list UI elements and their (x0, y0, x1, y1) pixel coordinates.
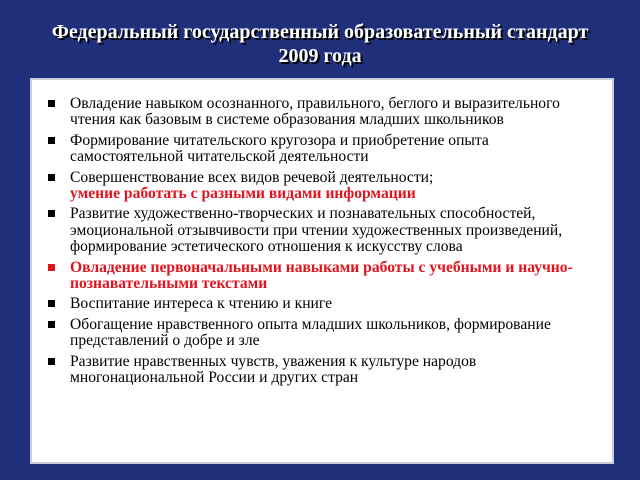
list-item (46, 206, 600, 255)
bullet-list (32, 80, 612, 387)
square-bullet-icon (48, 321, 55, 328)
item-highlight: Овладение первоначальными навыками работы с учебными и научно-познавательными текстами (70, 258, 573, 293)
square-bullet-icon (48, 137, 55, 144)
list-item (46, 170, 600, 203)
list-item (46, 96, 600, 129)
list-item (46, 354, 600, 387)
item-text: Совершенствование всех видов речевой деятельности; (70, 168, 434, 186)
title-line-1: Федеральный государственный образовательный стандарт (51, 21, 589, 43)
item-text: Формирование читательского кругозора и приобретение опыта самостоятельной читательской деятельности (70, 131, 489, 166)
list-item (46, 317, 600, 350)
square-bullet-icon (48, 264, 55, 271)
list-item-highlighted (46, 260, 600, 293)
item-text: Развитие нравственных чувств, уважения к культуре народов многонациональной России и других стран (70, 352, 477, 387)
square-bullet-icon (48, 358, 55, 365)
item-text: Овладение навыком осознанного, правильного, беглого и выразительного чтения как базовым в системе образования младших школьников (70, 95, 560, 129)
slide-title (0, 20, 640, 68)
square-bullet-icon (48, 210, 55, 217)
item-text: Обогащение нравственного опыта младших школьников, формирование представлений о добре и зле (70, 315, 551, 350)
square-bullet-icon (48, 174, 55, 181)
square-bullet-icon (48, 300, 55, 307)
content-panel (30, 78, 614, 464)
square-bullet-icon (48, 100, 55, 107)
list-item (46, 133, 600, 166)
list-item (46, 296, 600, 312)
item-highlight: умение работать с разными видами информации (70, 185, 416, 203)
item-text: Воспитание интереса к чтению и книге (70, 295, 333, 313)
title-line-2: 2009 года (278, 45, 362, 67)
item-text: Развитие художественно-творческих и познавательных способностей, эмоциональной отзывчивости при чтении художественных произведений, формирование эстетического отношения к искусству слова (70, 205, 563, 256)
